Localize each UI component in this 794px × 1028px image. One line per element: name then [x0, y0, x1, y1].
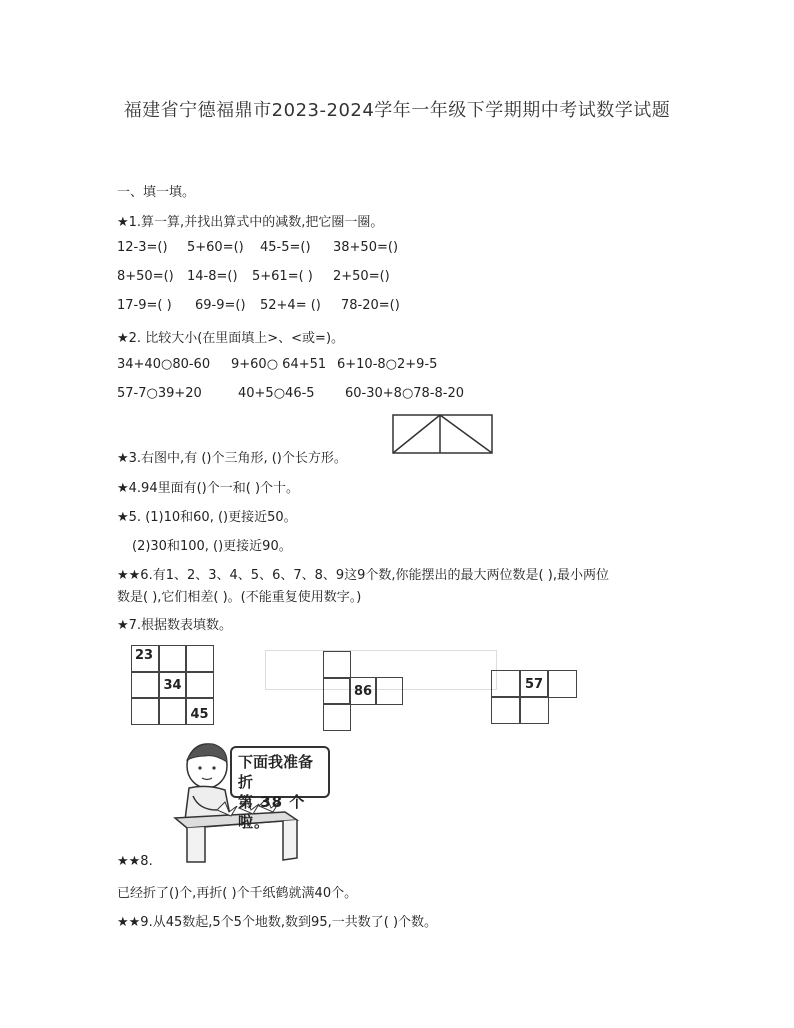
boy-eye [198, 766, 201, 769]
equation: 14-8=() [187, 269, 238, 284]
equation: 5+61=( ) [252, 269, 313, 284]
figure-outline [393, 415, 492, 453]
speech-bubble [230, 746, 330, 831]
question-7-label: ★7.根据数表填数。 [117, 618, 233, 633]
grid-cell [491, 670, 521, 698]
comparison: 57-7○39+20 [117, 386, 202, 401]
question-5-label: ★5. (1)10和60, ()更接近50。 [117, 510, 297, 525]
comparison: 40+5○46-5 [238, 386, 315, 401]
comparison: 34+40○80-60 [117, 357, 211, 372]
desk-leg [187, 827, 205, 862]
triangle-rectangle-figure [392, 414, 494, 456]
question-6-line1: ★★6.有1、2、3、4、5、6、7、8、9这9个数,你能摆出的最大两位数是( ),最小两位 [117, 568, 609, 583]
question-4-label: ★4.94里面有()个一和( )个十。 [117, 481, 300, 496]
question-2-row [117, 357, 437, 372]
bubble-line: 第 38 个啦。 [238, 793, 306, 831]
grid-cell: 86 [349, 677, 377, 705]
grid-cell [519, 696, 549, 724]
question-1-row [117, 240, 398, 255]
equation: 2+50=() [333, 269, 390, 284]
grid-cell [323, 703, 351, 731]
grid-cell [131, 671, 160, 699]
question-2-label: ★2. 比较大小(在里面填上>、<或=)。 [117, 331, 345, 346]
comparison: 9+60○ 64+51 [231, 357, 327, 372]
section-heading: 一、填一填。 [117, 185, 196, 200]
grid-cell [375, 677, 403, 705]
comparison: 6+10-8○2+9-5 [337, 357, 438, 372]
grid-cell [491, 696, 521, 724]
question-8-text: 已经折了()个,再折( )个千纸鹤就满40个。 [117, 886, 358, 901]
grid-cell [185, 671, 214, 699]
grid-cell: 23 [131, 645, 160, 673]
equation: 52+4= () [260, 298, 321, 313]
grid-cell: 34 [158, 671, 187, 699]
grid-cell [185, 645, 214, 673]
figure-line [393, 415, 440, 453]
equation: 17-9=( ) [117, 298, 172, 313]
equation: 45-5=() [260, 240, 311, 255]
question-1-row [117, 269, 390, 284]
question-8-label: ★★8. [117, 854, 153, 869]
figure-line [440, 415, 492, 453]
bubble-line: 下面我准备折 [238, 753, 314, 791]
question-1-label: ★1.算一算,并找出算式中的减数,把它圈一圈。 [117, 215, 384, 230]
grid-cell [158, 697, 187, 725]
equation: 38+50=() [333, 240, 399, 255]
question-5-sub: (2)30和100, ()更接近90。 [132, 539, 292, 554]
question-3-label: ★3.右图中,有 ()个三角形, ()个长方形。 [117, 451, 347, 466]
equation: 12-3=() [117, 240, 168, 255]
question-9-label: ★★9.从45数起,5个5个地数,数到95,一共数了( )个数。 [117, 915, 438, 930]
question-2-row [117, 386, 464, 401]
question-1-row [117, 298, 400, 313]
grid-cell [158, 645, 187, 673]
question-6-line2: 数是( ),它们相差( )。(不能重复使用数字。) [117, 590, 362, 605]
grid-cell [323, 677, 351, 705]
equation: 5+60=() [187, 240, 244, 255]
comparison: 60-30+8○78-8-20 [345, 386, 465, 401]
grid-cell: 57 [519, 670, 549, 698]
grid-cell [547, 670, 577, 698]
grid-cell [323, 651, 351, 679]
grid-cell [131, 697, 160, 725]
equation: 78-20=() [341, 298, 400, 313]
grid-cell: 45 [185, 697, 214, 725]
page-title: 福建省宁德福鼎市2023-2024学年一年级下学期期中考试数学试题 [123, 100, 671, 121]
boy-eye [212, 766, 215, 769]
equation: 8+50=() [117, 269, 174, 284]
equation: 69-9=() [195, 298, 246, 313]
